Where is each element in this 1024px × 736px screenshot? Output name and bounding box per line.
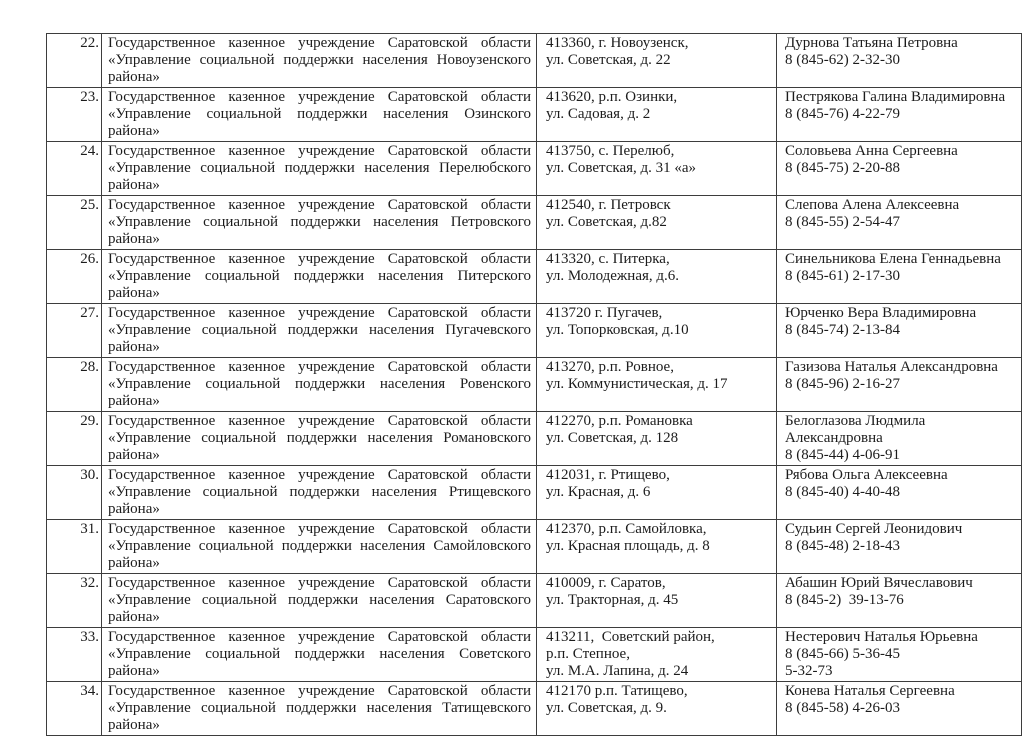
contact-cell: Газизова Наталья Александровна 8 (845-96) 2-16-27 [777, 358, 1022, 412]
institution-name-cell: Государственное казенное учреждение Саратовской области «Управление социальной поддержки населения Перелюбского района» [102, 142, 537, 196]
contact-cell: Рябова Ольга Алексеевна 8 (845-40) 4-40-48 [777, 466, 1022, 520]
table-row [47, 628, 1022, 682]
row-number-cell: 34. [47, 682, 102, 736]
address-cell: 412170 р.п. Татищево, ул. Советская, д. 9. [537, 682, 777, 736]
institution-name-cell: Государственное казенное учреждение Саратовской области «Управление социальной поддержки населения Новоузенского района» [102, 34, 537, 88]
address-cell: 413211, Советский район, р.п. Степное, ул. М.А. Лапина, д. 24 [537, 628, 777, 682]
table-row [47, 34, 1022, 88]
address-cell: 413750, с. Перелюб, ул. Советская, д. 31 «а» [537, 142, 777, 196]
institution-name-cell: Государственное казенное учреждение Саратовской области «Управление социальной поддержки населения Самойловского района» [102, 520, 537, 574]
institution-name-cell: Государственное казенное учреждение Саратовской области «Управление социальной поддержки населения Пугачевского района» [102, 304, 537, 358]
row-number-cell: 24. [47, 142, 102, 196]
table-row [47, 358, 1022, 412]
institution-name-cell: Государственное казенное учреждение Саратовской области «Управление социальной поддержки населения Романовского района» [102, 412, 537, 466]
row-number-cell: 29. [47, 412, 102, 466]
institution-name-cell: Государственное казенное учреждение Саратовской области «Управление социальной поддержки населения Озинского района» [102, 88, 537, 142]
table-row [47, 304, 1022, 358]
address-cell: 413720 г. Пугачев, ул. Топорковская, д.10 [537, 304, 777, 358]
contact-cell: Судьин Сергей Леонидович 8 (845-48) 2-18-43 [777, 520, 1022, 574]
institution-name-cell: Государственное казенное учреждение Саратовской области «Управление социальной поддержки населения Ровенского района» [102, 358, 537, 412]
institution-name-cell: Государственное казенное учреждение Саратовской области «Управление социальной поддержки населения Советского района» [102, 628, 537, 682]
table-row [47, 196, 1022, 250]
institution-name-cell: Государственное казенное учреждение Саратовской области «Управление социальной поддержки населения Ртищевского района» [102, 466, 537, 520]
table-row [47, 142, 1022, 196]
contact-cell: Конева Наталья Сергеевна 8 (845-58) 4-26-03 [777, 682, 1022, 736]
row-number-cell: 32. [47, 574, 102, 628]
row-number-cell: 27. [47, 304, 102, 358]
address-cell: 413620, р.п. Озинки, ул. Садовая, д. 2 [537, 88, 777, 142]
institutions-tbody [47, 34, 1022, 736]
address-cell: 413320, с. Питерка, ул. Молодежная, д.6. [537, 250, 777, 304]
address-cell: 413360, г. Новоузенск, ул. Советская, д. 22 [537, 34, 777, 88]
address-cell: 413270, р.п. Ровное, ул. Коммунистическая, д. 17 [537, 358, 777, 412]
institutions-table [46, 33, 1022, 736]
institution-name-cell: Государственное казенное учреждение Саратовской области «Управление социальной поддержки населения Саратовского района» [102, 574, 537, 628]
contact-cell: Юрченко Вера Владимировна 8 (845-74) 2-13-84 [777, 304, 1022, 358]
row-number-cell: 30. [47, 466, 102, 520]
institution-name-cell: Государственное казенное учреждение Саратовской области «Управление социальной поддержки населения Татищевского района» [102, 682, 537, 736]
row-number-cell: 31. [47, 520, 102, 574]
contact-cell: Белоглазова Людмила Александровна 8 (845-44) 4-06-91 [777, 412, 1022, 466]
address-cell: 410009, г. Саратов, ул. Тракторная, д. 45 [537, 574, 777, 628]
address-cell: 412540, г. Петровск ул. Советская, д.82 [537, 196, 777, 250]
table-row [47, 682, 1022, 736]
table-row [47, 412, 1022, 466]
row-number-cell: 23. [47, 88, 102, 142]
table-row [47, 250, 1022, 304]
row-number-cell: 26. [47, 250, 102, 304]
row-number-cell: 25. [47, 196, 102, 250]
table-row [47, 520, 1022, 574]
table-row [47, 88, 1022, 142]
contact-cell: Соловьева Анна Сергеевна 8 (845-75) 2-20-88 [777, 142, 1022, 196]
address-cell: 412270, р.п. Романовка ул. Советская, д. 128 [537, 412, 777, 466]
institution-name-cell: Государственное казенное учреждение Саратовской области «Управление социальной поддержки населения Питерского района» [102, 250, 537, 304]
contact-cell: Пестрякова Галина Владимировна 8 (845-76) 4-22-79 [777, 88, 1022, 142]
row-number-cell: 28. [47, 358, 102, 412]
contact-cell: Дурнова Татьяна Петровна 8 (845-62) 2-32-30 [777, 34, 1022, 88]
row-number-cell: 33. [47, 628, 102, 682]
table-row [47, 466, 1022, 520]
institution-name-cell: Государственное казенное учреждение Саратовской области «Управление социальной поддержки населения Петровского района» [102, 196, 537, 250]
address-cell: 412031, г. Ртищево, ул. Красная, д. 6 [537, 466, 777, 520]
row-number-cell: 22. [47, 34, 102, 88]
contact-cell: Нестерович Наталья Юрьевна 8 (845-66) 5-36-45 5-32-73 [777, 628, 1022, 682]
table-row [47, 574, 1022, 628]
contact-cell: Синельникова Елена Геннадьевна 8 (845-61) 2-17-30 [777, 250, 1022, 304]
contact-cell: Слепова Алена Алексеевна 8 (845-55) 2-54-47 [777, 196, 1022, 250]
contact-cell: Абашин Юрий Вячеславович 8 (845-2) 39-13-76 [777, 574, 1022, 628]
address-cell: 412370, р.п. Самойловка, ул. Красная площадь, д. 8 [537, 520, 777, 574]
